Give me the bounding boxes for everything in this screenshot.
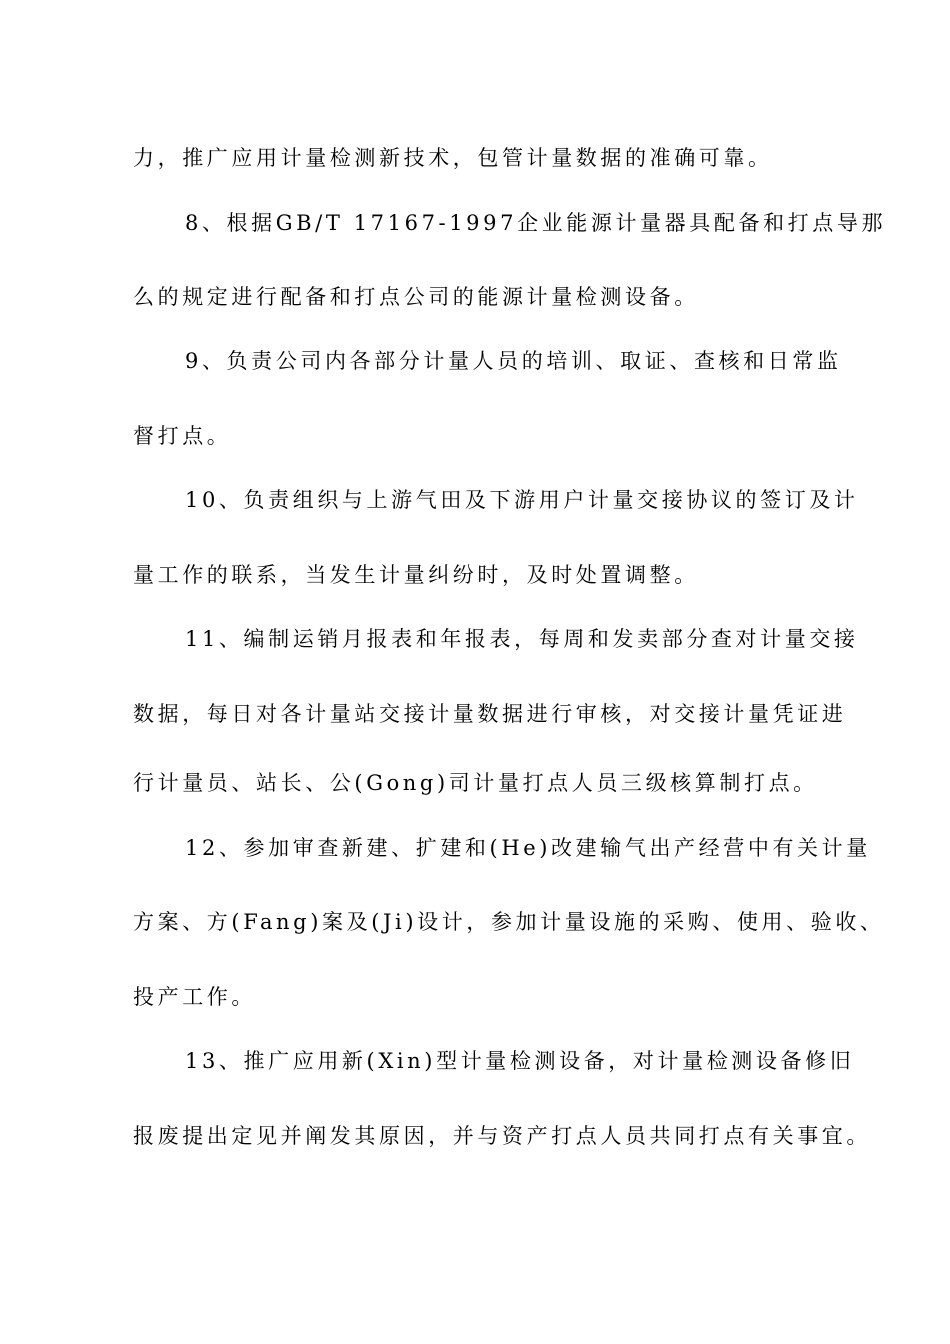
text-line: 13、推广应用新(Xin)型计量检测设备，对计量检测设备修旧 xyxy=(185,1049,855,1073)
text-line: 行计量员、站长、公(Gong)司计量打点人员三级核算制打点。 xyxy=(133,771,818,795)
text-line: 10、负责组织与上游气田及下游用户计量交接协议的签订及计 xyxy=(185,488,859,512)
text-line: 报废提出定见并阐发其原因，并与资产打点人员共同打点有关事宜。 xyxy=(133,1124,871,1148)
text-line: 11、编制运销月报表和年报表，每周和发卖部分查对计量交接 xyxy=(185,627,859,651)
text-line: 么的规定进行配备和打点公司的能源计量检测设备。 xyxy=(133,285,699,309)
text-line: 方案、方(Fang)案及(Ji)设计，参加计量设施的采购、使用、验收、 xyxy=(133,910,885,934)
text-line: 数据，每日对各计量站交接计量数据进行审核，对交接计量凭证进 xyxy=(133,702,847,726)
text-line: 督打点。 xyxy=(133,424,232,448)
text-line: 力，推广应用计量检测新技术，包管计量数据的准确可靠。 xyxy=(133,146,773,170)
text-line: 量工作的联系，当发生计量纠纷时，及时处置调整。 xyxy=(133,563,699,587)
text-line: 9、负责公司内各部分计量人员的培训、取证、查核和日常监 xyxy=(185,349,842,373)
text-line: 12、参加审查新建、扩建和(He)改建输气出产经营中有关计量 xyxy=(185,836,871,860)
text-line: 投产工作。 xyxy=(133,985,256,1009)
text-line: 8、根据GB/T 17167-1997企业能源计量器具配备和打点导那 xyxy=(185,211,887,235)
